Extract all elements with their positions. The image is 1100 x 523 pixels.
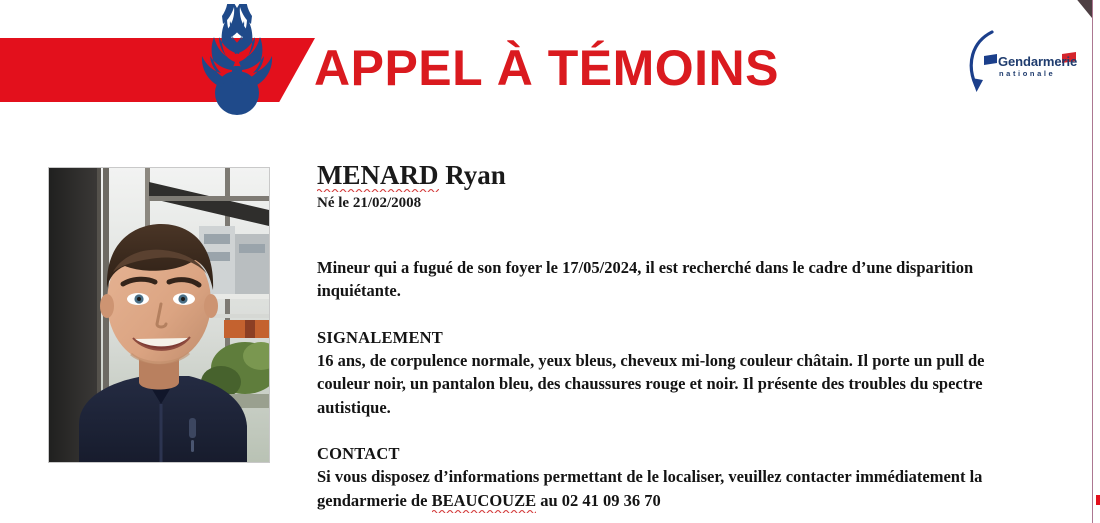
spellcheck-underline-surname	[317, 188, 439, 192]
contact-body-prefix: Si vous disposez d’informations permettant de le localiser, veuillez contacter immédiatement la gendarmerie de	[317, 467, 983, 510]
contact-brigade	[432, 489, 537, 512]
section-signalement-heading: SIGNALEMENT	[317, 327, 443, 347]
person-dob: Né le 21/02/2008	[317, 195, 422, 212]
logo-word-nationale: nationale	[999, 69, 1056, 78]
section-contact-body	[317, 465, 1017, 512]
section-signalement	[317, 328, 1017, 419]
person-surname-text: MENARD	[317, 160, 439, 190]
page-title: APPEL À TÉMOINS	[314, 40, 779, 96]
page-right-rule	[1092, 0, 1093, 523]
contact-brigade-text: BEAUCOUZE	[431, 490, 537, 510]
spellcheck-underline-brigade	[432, 509, 537, 513]
logo-word-gendarmerie: Gendarmerie	[998, 54, 1078, 69]
person-firstname: Ryan	[445, 160, 506, 190]
person-name	[317, 160, 1017, 191]
person-photo	[48, 167, 270, 463]
poster-header	[0, 0, 1100, 130]
bottom-edge-artifact	[1096, 495, 1100, 505]
section-contact-heading: CONTACT	[317, 444, 400, 464]
poster-text-column	[317, 160, 1017, 512]
contact-body-suffix: au 02 41 09 36 70	[536, 490, 661, 510]
section-signalement-body: 16 ans, de corpulence normale, yeux bleus, cheveux mi-long couleur châtain. Il porte un pull de couleur noir, un pantalon bleu, des chaussures rouge et noir. Il présente des troubles du spectre autistique.	[317, 350, 985, 417]
gendarmerie-flaming-grenade-icon	[196, 4, 278, 116]
person-surname	[317, 160, 439, 191]
section-contact	[317, 444, 1017, 512]
summary-paragraph: Mineur qui a fugué de son foyer le 17/05/2024, il est recherché dans le cadre d’une disparition inquiétante.	[317, 258, 974, 301]
gendarmerie-nationale-logo	[962, 30, 1084, 102]
